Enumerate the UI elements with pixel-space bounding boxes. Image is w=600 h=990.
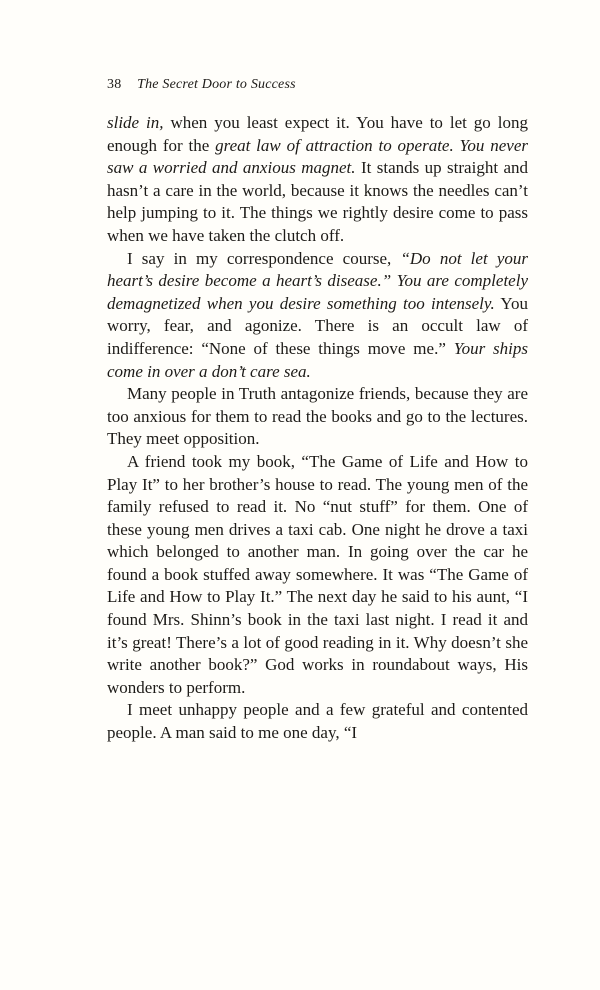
text-run: I say in my correspondence course, bbox=[127, 248, 401, 268]
body-text bbox=[107, 112, 528, 745]
page-number: 38 bbox=[107, 77, 122, 92]
paragraph bbox=[107, 451, 528, 700]
paragraph bbox=[107, 112, 528, 248]
text-run: A friend took my book, “The Game of Life and How to Play It” to her brother’s house to read. The young men of the family refused to read it. No “nut stuff” for them. One of these young men drives a taxi cab. One night he drove a taxi which belonged to another man. In going over the car he found a book stuffed away somewhere. It was “The Game of Life and How to Play It.” The next day he said to his aunt, “I found Mrs. Shinn’s book in the taxi last night. I read it and it’s great! There’s a lot of good reading in it. Why doesn’t she write another book?” God works in roundabout ways, His wonders to perform. bbox=[107, 451, 528, 697]
paragraph bbox=[107, 699, 528, 744]
text-run-italic: Your ships come in over a don’t care sea. bbox=[107, 338, 528, 381]
paragraph bbox=[107, 248, 528, 384]
text-run: when you least expect it. You have to let go long enough for the bbox=[107, 113, 528, 155]
text-run-italic: great law of attraction to operate. You never saw a worried and anxious magnet. bbox=[107, 135, 528, 178]
text-run: I meet unhappy people and a few grateful and contented people. A man said to me one day, “I bbox=[107, 700, 528, 743]
text-run-italic: slide in, bbox=[107, 113, 164, 132]
text-run: Many people in Truth antagonize friends, because they are too anxious for them to read the books and go to the lectures. They meet opposition. bbox=[107, 384, 528, 449]
text-run: It stands up straight and hasn’t a care in the world, because it knows the needles can’t help jumping to it. The things we rightly desire come to pass when we have taken the clutch off. bbox=[107, 158, 528, 245]
running-title: The Secret Door to Success bbox=[137, 77, 296, 92]
page-header bbox=[107, 77, 296, 93]
text-run-italic: “Do not let your heart’s desire become a heart’s disease.” You are completely demagnetized when you desire something too intensely. bbox=[107, 248, 528, 313]
paragraph bbox=[107, 383, 528, 451]
text-run: You worry, fear, and agonize. There is an occult law of indifference: “None of these things move me.” bbox=[107, 293, 528, 358]
